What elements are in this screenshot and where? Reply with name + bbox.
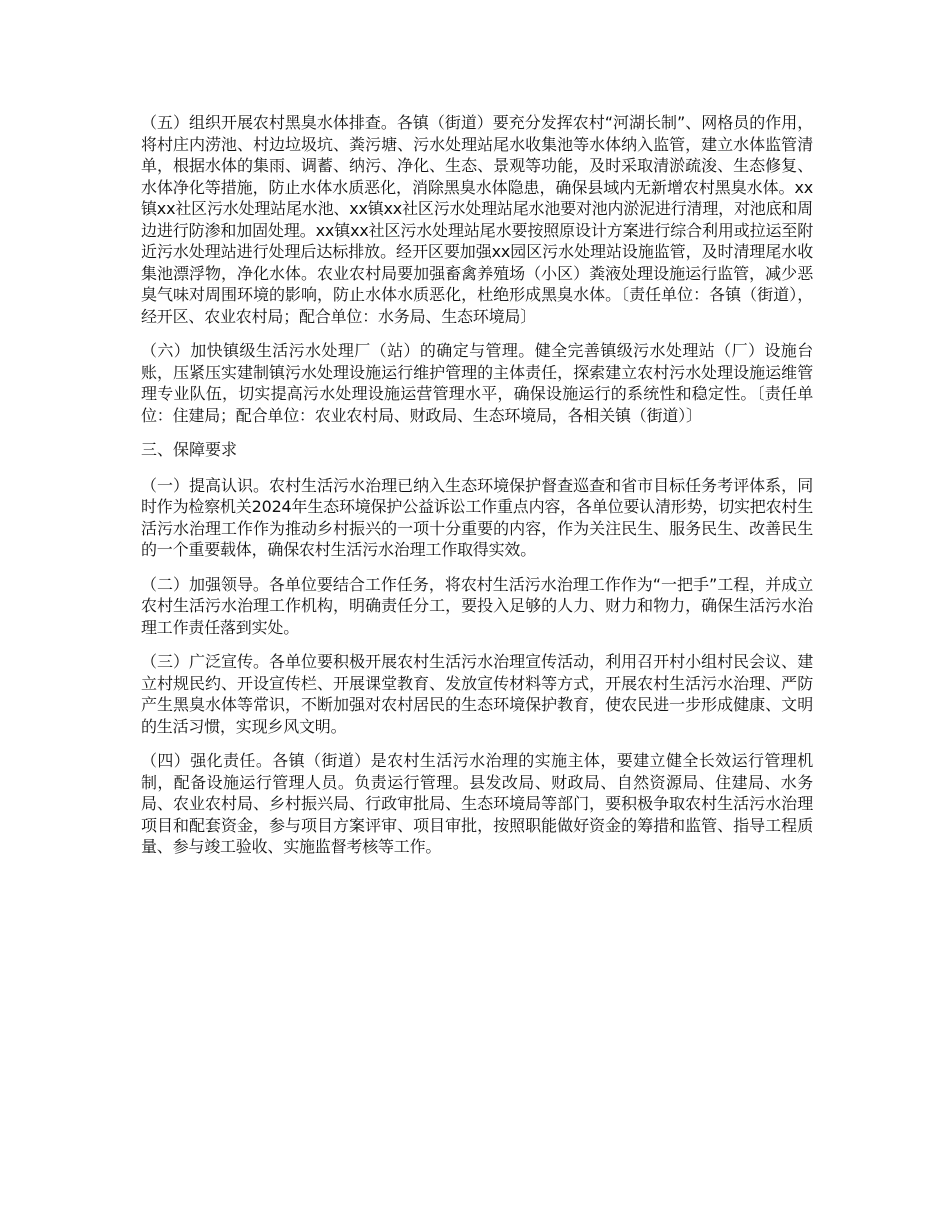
requirement-item-1: （一）提高认识。农村生活污水治理已纳入生态环境保护督查巡查和省市目标任务考评体系，同时作为检察机关2024年生态环境保护公益诉讼工作重点内容，各单位要认清形势，切实把农村生活污水治理工作作为推动乡村振兴的一项十分重要的内容，作为关注民生、服务民生、改善民生的一个重要载体，确保农村生活污水治理工作取得实效。 [141, 475, 813, 559]
paragraph-item-5: （五）组织开展农村黑臭水体排查。各镇（街道）要充分发挥农村“河湖长制”、网格员的作用，将村庄内涝池、村边垃圾坑、粪污塘、污水处理站尾水收集池等水体纳入监管，建立水体监管清单，根据水体的集雨、调蓄、纳污、净化、生态、景观等功能，及时采取清淤疏浚、生态修复、水体净化等措施，防止水体水质恶化，消除黑臭水体隐患，确保县域内无新增农村黑臭水体。xx镇xx社区污水处理站尾水池、xx镇xx社区污水处理站尾水池要对池内淤泥进行清理，对池底和周边进行防渗和加固处理。xx镇xx社区污水处理站尾水要按照原设计方案进行综合利用或拉运至附近污水处理站进行处理后达标排放。经开区要加强xx园区污水处理站设施监管，及时清理尾水收集池漂浮物，净化水体。农业农村局要加强畜禽养殖场（小区）粪液处理设施运行监管，减少恶臭气味对周围环境的影响，防止水体水质恶化，杜绝形成黑臭水体。〔责任单位：各镇（街道），经开区、农业农村局；配合单位：水务局、生态环境局〕 [141, 113, 813, 326]
requirement-item-3: （三）广泛宣传。各单位要积极开展农村生活污水治理宣传活动，利用召开村小组村民会议、建立村规民约、开设宣传栏、开展课堂教育、发放宣传材料等方式，开展农村生活污水治理、严防产生黑臭水体等常识，不断加强对农村居民的生态环境保护教育，使农民进一步形成健康、文明的生活习惯，实现乡风文明。 [141, 652, 813, 736]
paragraph-item-6: （六）加快镇级生活污水处理厂（站）的确定与管理。健全完善镇级污水处理站（厂）设施台账，压紧压实建制镇污水处理设施运行维护管理的主体责任，探索建立农村污水处理设施运维管理专业队伍，切实提高污水处理设施运营管理水平，确保设施运行的系统性和稳定性。〔责任单位：住建局；配合单位：农业农村局、财政局、生态环境局，各相关镇（街道）〕 [141, 341, 813, 425]
document-page [141, 112, 813, 871]
section-heading: 三、保障要求 [141, 440, 238, 459]
requirement-item-4: （四）强化责任。各镇（街道）是农村生活污水治理的实施主体，要建立健全长效运行管理机制，配备设施运行管理人员。负责运行管理。县发改局、财政局、自然资源局、住建局、水务局、农业农村局、乡村振兴局、行政审批局、生态环境局等部门，要积极争取农村生活污水治理项目和配套资金，参与项目方案评审、项目审批，按照职能做好资金的筹措和监管、指导工程质量、参与竣工验收、实施监督考核等工作。 [141, 751, 813, 856]
requirement-item-2: （二）加强领导。各单位要结合工作任务，将农村生活污水治理工作作为“一把手”工程，并成立农村生活污水治理工作机构，明确责任分工，要投入足够的人力、财力和物力，确保生活污水治理工作责任落到实处。 [141, 574, 813, 637]
